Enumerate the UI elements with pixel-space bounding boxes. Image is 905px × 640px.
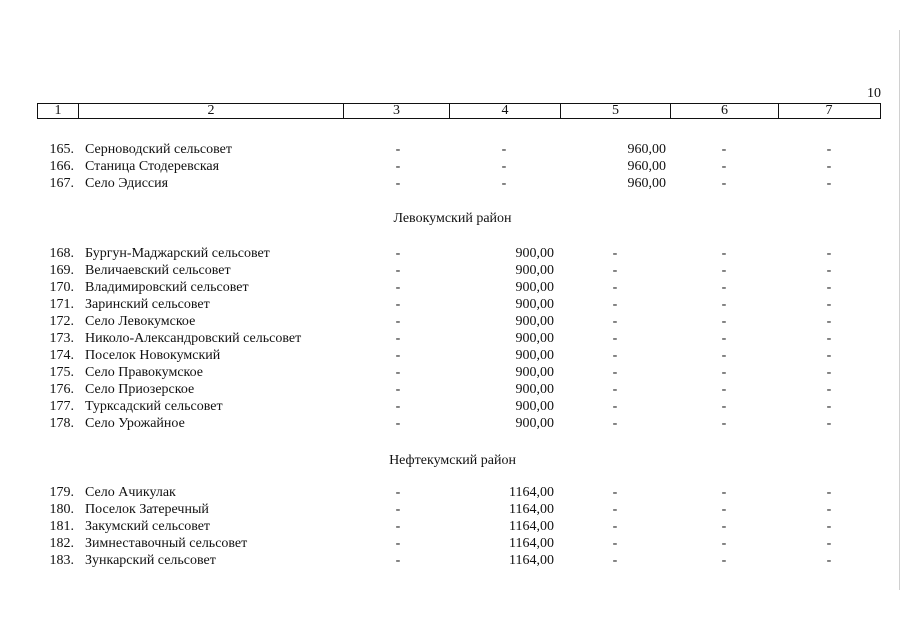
cell-col-4: 900,00 [515,382,554,397]
row-number: 166. [49,159,74,174]
cell-col-7: - [826,297,832,312]
row-number: 167. [49,176,74,191]
settlement-name: Село Эдиссия [85,176,169,191]
table-row [0,313,905,330]
cell-col-3: - [395,314,401,329]
cell-col-5: - [612,365,618,380]
table-row [0,347,905,364]
page-number: 10 [867,86,881,101]
cell-col-6: - [721,297,727,312]
cell-col-6: - [721,263,727,278]
table-row [0,175,905,192]
settlement-name: Серноводский сельсовет [85,142,232,157]
settlement-name: Турксадский сельсовет [85,399,223,414]
cell-col-5: - [612,348,618,363]
cell-col-7: - [826,519,832,534]
cell-col-4: 1164,00 [509,536,554,551]
settlement-name: Село Урожайное [85,416,185,431]
row-number: 182. [49,536,74,551]
column-header-4: 4 [450,104,561,118]
cell-col-6: - [721,365,727,380]
cell-col-7: - [826,382,832,397]
settlement-name: Зункарский сельсовет [85,553,216,568]
settlement-name: Село Ачикулак [85,485,176,500]
table-row [0,484,905,501]
cell-col-3: - [395,485,401,500]
cell-col-5: - [612,399,618,414]
cell-col-6: - [721,142,727,157]
cell-col-4: 900,00 [515,263,554,278]
settlement-name: Владимировский сельсовет [85,280,249,295]
cell-col-3: - [395,399,401,414]
row-number: 168. [49,246,74,261]
cell-col-4: - [501,159,507,174]
table-row [0,381,905,398]
cell-col-5: 960,00 [627,159,666,174]
district-heading: Нефтекумский район [389,453,516,468]
cell-col-7: - [826,263,832,278]
cell-col-7: - [826,399,832,414]
cell-col-7: - [826,314,832,329]
row-number: 165. [49,142,74,157]
cell-col-7: - [826,536,832,551]
cell-col-7: - [826,176,832,191]
cell-col-5: - [612,331,618,346]
row-number: 183. [49,553,74,568]
table-row [0,141,905,158]
cell-col-4: 900,00 [515,399,554,414]
cell-col-4: 1164,00 [509,485,554,500]
cell-col-7: - [826,159,832,174]
table-row [0,501,905,518]
cell-col-5: - [612,485,618,500]
cell-col-7: - [826,142,832,157]
cell-col-3: - [395,176,401,191]
cell-col-4: 1164,00 [509,502,554,517]
cell-col-3: - [395,519,401,534]
cell-col-7: - [826,246,832,261]
row-number: 178. [49,416,74,431]
cell-col-4: 900,00 [515,365,554,380]
cell-col-3: - [395,536,401,551]
cell-col-6: - [721,553,727,568]
cell-col-5: - [612,553,618,568]
cell-col-3: - [395,382,401,397]
cell-col-5: - [612,263,618,278]
cell-col-3: - [395,331,401,346]
cell-col-5: - [612,502,618,517]
cell-col-3: - [395,142,401,157]
cell-col-5: - [612,416,618,431]
settlement-name: Николо-Александровский сельсовет [85,331,302,346]
row-number: 172. [49,314,74,329]
cell-col-7: - [826,348,832,363]
cell-col-4: 900,00 [515,314,554,329]
cell-col-6: - [721,502,727,517]
column-header-2: 2 [79,104,344,118]
cell-col-5: - [612,280,618,295]
settlement-name: Село Правокумское [85,365,204,380]
row-number: 175. [49,365,74,380]
cell-col-7: - [826,365,832,380]
cell-col-6: - [721,331,727,346]
cell-col-7: - [826,331,832,346]
table-row [0,415,905,432]
cell-col-3: - [395,280,401,295]
table-row [0,535,905,552]
table-row [0,518,905,535]
cell-col-6: - [721,399,727,414]
cell-col-3: - [395,365,401,380]
settlement-name: Село Приозерское [85,382,195,397]
cell-col-3: - [395,502,401,517]
cell-col-5: - [612,519,618,534]
cell-col-6: - [721,176,727,191]
cell-col-6: - [721,348,727,363]
cell-col-3: - [395,416,401,431]
cell-col-7: - [826,280,832,295]
row-number: 179. [49,485,74,500]
cell-col-6: - [721,519,727,534]
cell-col-3: - [395,246,401,261]
cell-col-6: - [721,280,727,295]
cell-col-5: - [612,536,618,551]
row-number: 173. [49,331,74,346]
table-row [0,279,905,296]
cell-col-3: - [395,263,401,278]
cell-col-6: - [721,416,727,431]
table-row [0,330,905,347]
district-heading: Левокумский район [393,211,512,226]
row-number: 180. [49,502,74,517]
cell-col-5: 960,00 [627,142,666,157]
table-row [0,364,905,381]
table-row [0,296,905,313]
settlement-name: Закумский сельсовет [85,519,211,534]
row-number: 176. [49,382,74,397]
table-row [0,158,905,175]
settlement-name: Станица Стодеревская [85,159,220,174]
cell-col-4: 900,00 [515,280,554,295]
settlement-name: Село Левокумское [85,314,196,329]
settlement-name: Величаевский сельсовет [85,263,231,278]
cell-col-6: - [721,382,727,397]
table-row [0,398,905,415]
cell-col-7: - [826,502,832,517]
column-header-7: 7 [825,103,833,118]
settlement-name: Зимнеставочный сельсовет [85,536,248,551]
settlement-name: Заринский сельсовет [85,297,210,312]
cell-col-3: - [395,553,401,568]
cell-col-4: 900,00 [515,416,554,431]
cell-col-4: 900,00 [515,297,554,312]
column-header-3: 3 [344,104,450,118]
cell-col-4: 900,00 [515,331,554,346]
cell-col-3: - [395,348,401,363]
settlement-name: Бургун-Маджарский сельсовет [85,246,270,261]
row-number: 174. [49,348,74,363]
cell-col-4: 1164,00 [509,519,554,534]
row-number: 171. [49,297,74,312]
cell-col-5: - [612,297,618,312]
cell-col-7: - [826,553,832,568]
row-number: 177. [49,399,74,414]
cell-col-4: 1164,00 [509,553,554,568]
cell-col-3: - [395,159,401,174]
row-number: 181. [49,519,74,534]
row-number: 170. [49,280,74,295]
table-row [0,262,905,279]
cell-col-7: - [826,485,832,500]
column-header-1: 1 [38,104,79,118]
cell-col-6: - [721,314,727,329]
cell-col-5: - [612,382,618,397]
column-header-row [37,103,881,119]
cell-col-5: - [612,314,618,329]
cell-col-6: - [721,159,727,174]
table-row [0,552,905,569]
cell-col-4: 900,00 [515,246,554,261]
cell-col-4: - [501,142,507,157]
settlement-name: Поселок Затеречный [85,502,209,517]
cell-col-3: - [395,297,401,312]
settlement-name: Поселок Новокумский [85,348,221,363]
column-header-5: 5 [561,104,671,118]
cell-col-6: - [721,246,727,261]
cell-col-4: - [501,176,507,191]
cell-col-4: 900,00 [515,348,554,363]
row-number: 169. [49,263,74,278]
table-row [0,245,905,262]
cell-col-5: - [612,246,618,261]
cell-col-5: 960,00 [627,176,666,191]
column-header-6: 6 [671,104,779,118]
cell-col-6: - [721,485,727,500]
cell-col-7: - [826,416,832,431]
cell-col-6: - [721,536,727,551]
